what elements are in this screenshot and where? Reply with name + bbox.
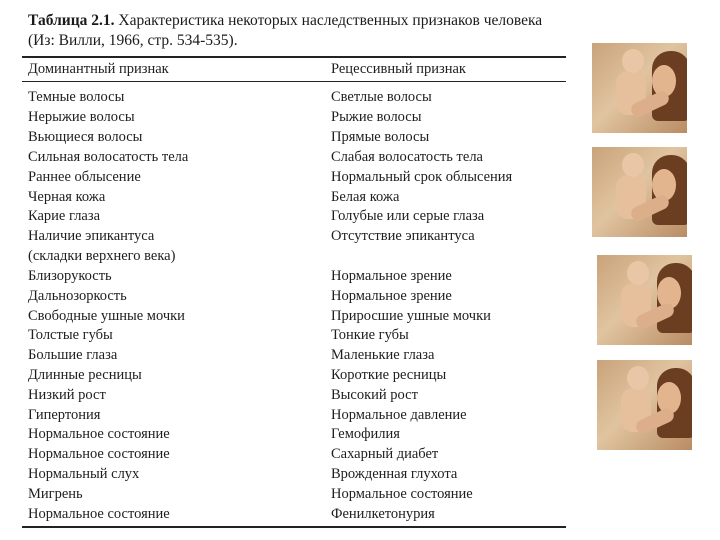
dominant-trait-cell: Нормальное состояние (28, 426, 170, 443)
table-row (22, 266, 566, 286)
table-row (22, 247, 566, 267)
table-row (22, 405, 566, 425)
table-row (22, 366, 566, 386)
table-row (22, 306, 566, 326)
dominant-trait-cell: Гипертония (28, 406, 101, 423)
recessive-trait-cell: Прямые волосы (331, 129, 430, 146)
dominant-trait-cell: Нерыжие волосы (28, 109, 135, 126)
table-row (22, 485, 566, 505)
traits-table (22, 56, 566, 528)
table-caption (28, 11, 568, 51)
caption-label: Таблица 2.1. (28, 12, 115, 29)
recessive-trait-cell: Нормальное зрение (331, 267, 452, 284)
recessive-trait-cell: Высокий рост (331, 386, 418, 403)
dominant-trait-cell: Мигрень (28, 485, 83, 502)
dominant-trait-cell: Нормальный слух (28, 466, 140, 483)
table-row (22, 286, 566, 306)
recessive-trait-cell: Отсутствие эпикантуса (331, 228, 475, 245)
dominant-trait-cell: Низкий рост (28, 386, 106, 403)
mother-child-photo (597, 255, 692, 345)
table-row (22, 385, 566, 405)
table-body (22, 82, 566, 524)
table-row (22, 187, 566, 207)
mother-child-photo (592, 43, 687, 133)
table-row (22, 445, 566, 465)
recessive-trait-cell: Слабая волосатость тела (331, 148, 483, 165)
table-bottom-rule (22, 526, 566, 528)
table-row (22, 167, 566, 187)
dominant-trait-cell: Дальнозоркость (28, 287, 127, 304)
recessive-trait-cell: Светлые волосы (331, 89, 432, 106)
dominant-trait-cell: Толстые губы (28, 327, 113, 344)
table-row (22, 207, 566, 227)
table-row (22, 346, 566, 366)
header-dominant: Доминантный признак (28, 61, 169, 77)
recessive-trait-cell: Рыжие волосы (331, 109, 422, 126)
header-recessive: Рецессивный признак (331, 61, 466, 77)
recessive-trait-cell: Нормальное состояние (331, 485, 473, 502)
table-row (22, 504, 566, 524)
dominant-trait-cell: Нормальное состояние (28, 505, 170, 522)
recessive-trait-cell: Нормальное давление (331, 406, 467, 423)
recessive-trait-cell: Врожденная глухота (331, 466, 458, 483)
recessive-trait-cell: Короткие ресницы (331, 367, 447, 383)
dominant-trait-cell: (складки верхнего века) (28, 248, 176, 265)
caption-text: Характеристика некоторых наследственных признаков человека (Из: Вилли, 1966, стр. 534-535). (28, 12, 543, 49)
recessive-trait-cell: Сахарный диабет (331, 446, 439, 463)
table-row (22, 128, 566, 148)
dominant-trait-cell: Нормальное состояние (28, 446, 170, 463)
recessive-trait-cell: Нормальный срок облысения (331, 168, 513, 185)
dominant-trait-cell: Раннее облысение (28, 168, 141, 185)
dominant-trait-cell: Близорукость (28, 267, 112, 284)
recessive-trait-cell: Гемофилия (331, 426, 400, 443)
mother-child-photo (597, 360, 692, 450)
dominant-trait-cell: Свободные ушные мочки (28, 307, 185, 324)
recessive-trait-cell: Белая кожа (331, 188, 400, 205)
table-row (22, 88, 566, 108)
recessive-trait-cell: Фенилкетонурия (331, 505, 435, 522)
dominant-trait-cell: Черная кожа (28, 188, 106, 205)
recessive-trait-cell: Голубые или серые глаза (331, 208, 485, 225)
table-row (22, 227, 566, 247)
recessive-trait-cell: Маленькие глаза (331, 347, 435, 364)
dominant-trait-cell: Большие глаза (28, 347, 118, 364)
table-row (22, 147, 566, 167)
table-row (22, 425, 566, 445)
dominant-trait-cell: Наличие эпикантуса (28, 228, 155, 245)
mother-child-photo (592, 147, 687, 237)
dominant-trait-cell: Длинные ресницы (28, 367, 142, 383)
recessive-trait-cell: Нормальное зрение (331, 287, 452, 304)
dominant-trait-cell: Темные волосы (28, 89, 125, 106)
table-header (22, 58, 566, 81)
table-row (22, 326, 566, 346)
dominant-trait-cell: Сильная волосатость тела (28, 148, 189, 165)
dominant-trait-cell: Карие глаза (28, 208, 101, 225)
table-row (22, 465, 566, 485)
table-row (22, 108, 566, 128)
recessive-trait-cell: Приросшие ушные мочки (331, 307, 491, 324)
dominant-trait-cell: Вьющиеся волосы (28, 129, 143, 146)
recessive-trait-cell: Тонкие губы (331, 327, 409, 344)
